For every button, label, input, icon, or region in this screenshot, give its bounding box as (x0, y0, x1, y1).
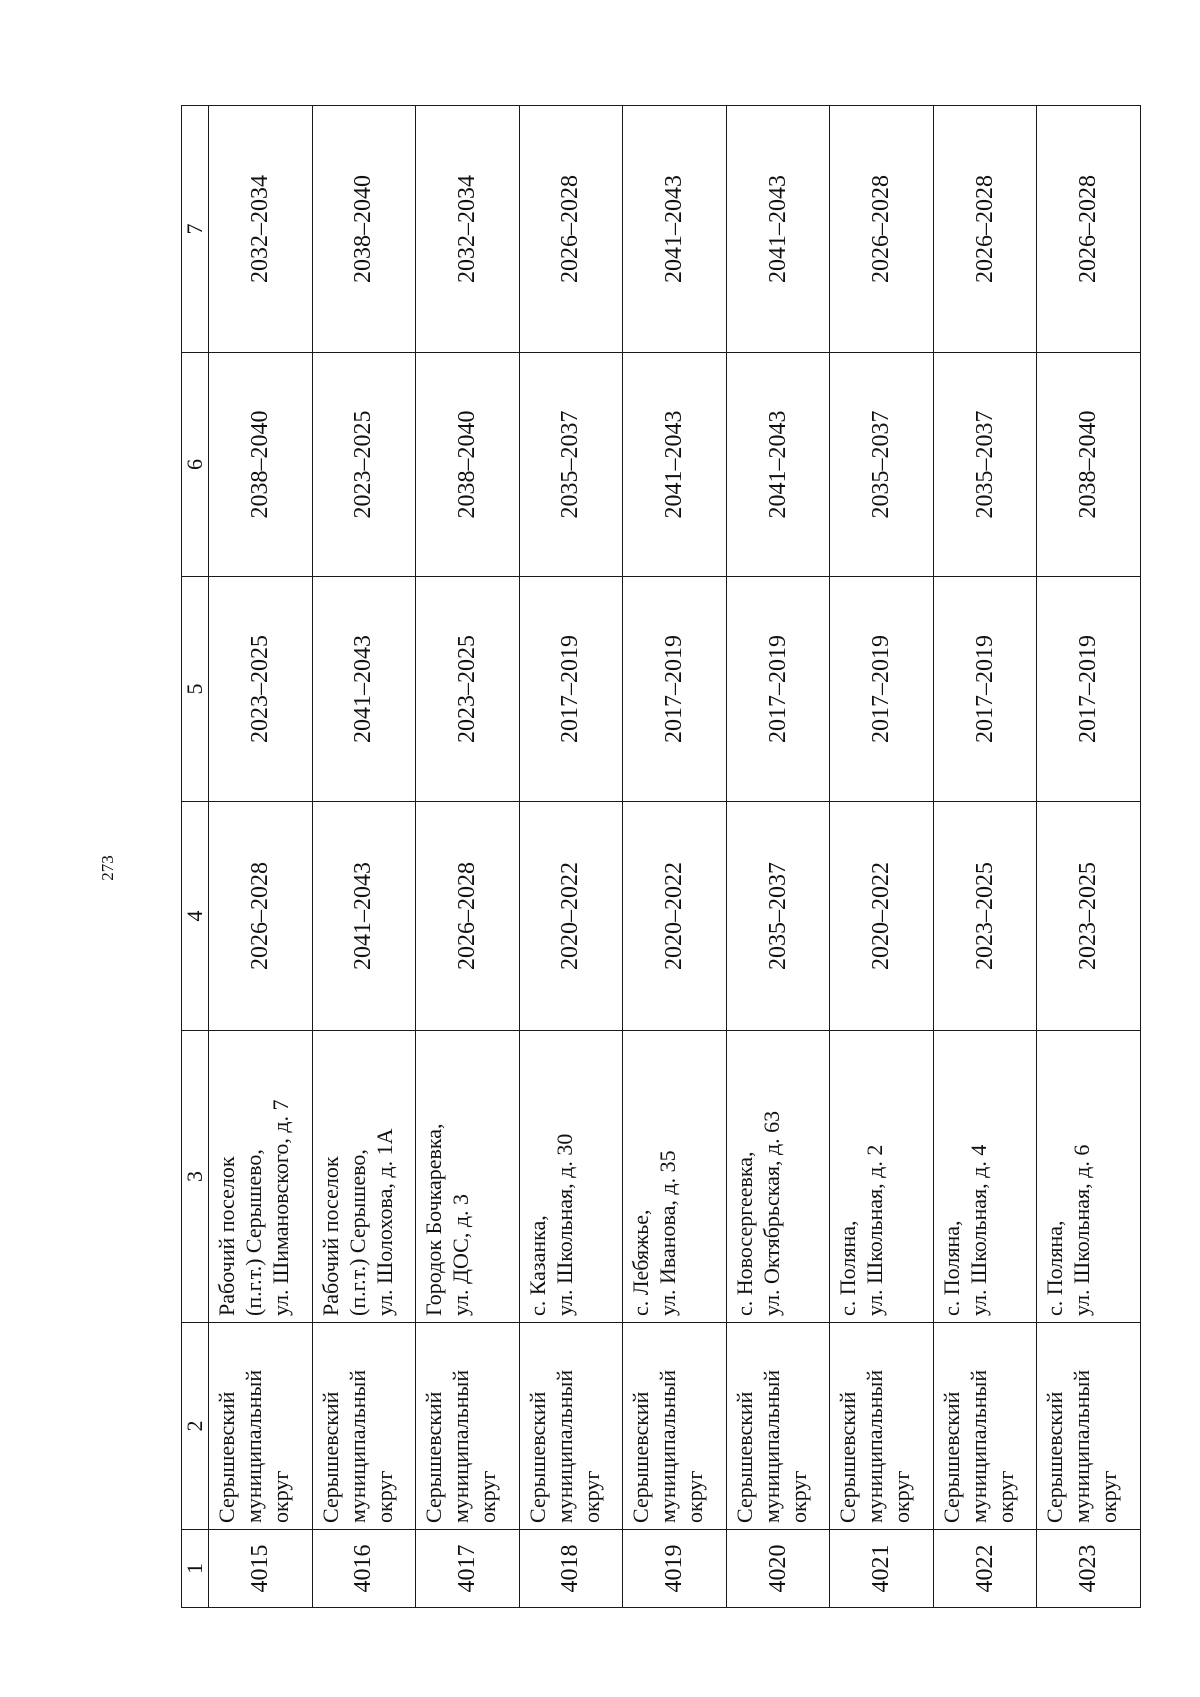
page-number: 273 (98, 855, 117, 881)
period-col4: 2026–2028 (416, 802, 520, 1031)
period-col5: 2017–2019 (1037, 577, 1141, 802)
address-cell: с. Поляна, ул. Школьная, д. 4 (933, 1031, 1037, 1323)
column-header-2: 2 (182, 1323, 209, 1530)
period-col6: 2035–2037 (519, 353, 623, 577)
period-col5: 2017–2019 (519, 577, 623, 802)
period-col4: 2023–2025 (933, 802, 1037, 1031)
address-cell: Рабочий поселок (п.г.т.) Серышево, ул. Шимановского, д. 7 (209, 1031, 313, 1323)
address-cell: с. Поляна, ул. Школьная, д. 6 (1037, 1031, 1141, 1323)
district-cell: Серышевский муниципальный округ (933, 1323, 1037, 1530)
period-col4: 2020–2022 (830, 802, 934, 1031)
header-row (182, 106, 209, 1608)
period-col6: 2038–2040 (416, 353, 520, 577)
table-stage (181, 106, 1141, 1608)
period-col5: 2023–2025 (416, 577, 520, 802)
period-col5: 2023–2025 (209, 577, 313, 802)
address-cell: с. Поляна, ул. Школьная, д. 2 (830, 1031, 934, 1323)
row-id: 4023 (1037, 1530, 1141, 1608)
table-row (1037, 106, 1141, 1608)
period-col5: 2041–2043 (312, 577, 416, 802)
period-col6: 2041–2043 (726, 353, 830, 577)
column-header-1: 1 (182, 1530, 209, 1608)
period-col5: 2017–2019 (726, 577, 830, 802)
period-col6: 2038–2040 (1037, 353, 1141, 577)
period-col7: 2041–2043 (623, 106, 727, 353)
period-col4: 2020–2022 (623, 802, 727, 1031)
schedule-table (181, 105, 1141, 1608)
period-col6: 2035–2037 (933, 353, 1037, 577)
address-cell: с. Новосергеевка, ул. Октябрьская, д. 63 (726, 1031, 830, 1323)
period-col5: 2017–2019 (623, 577, 727, 802)
address-cell: с. Казанка, ул. Школьная, д. 30 (519, 1031, 623, 1323)
row-id: 4022 (933, 1530, 1037, 1608)
table-row (933, 106, 1037, 1608)
period-col6: 2038–2040 (209, 353, 313, 577)
table-row (726, 106, 830, 1608)
period-col4: 2041–2043 (312, 802, 416, 1031)
table-row (519, 106, 623, 1608)
row-id: 4015 (209, 1530, 313, 1608)
period-col4: 2026–2028 (209, 802, 313, 1031)
district-cell: Серышевский муниципальный округ (519, 1323, 623, 1530)
district-cell: Серышевский муниципальный округ (209, 1323, 313, 1530)
table-row (830, 106, 934, 1608)
period-col7: 2026–2028 (1037, 106, 1141, 353)
period-col7: 2026–2028 (933, 106, 1037, 353)
address-cell: Рабочий поселок (п.г.т.) Серышево, ул. Шолохова, д. 1А (312, 1031, 416, 1323)
table-row (209, 106, 313, 1608)
period-col7: 2032–2034 (209, 106, 313, 353)
period-col5: 2017–2019 (830, 577, 934, 802)
column-header-7: 7 (182, 106, 209, 353)
district-cell: Серышевский муниципальный округ (416, 1323, 520, 1530)
row-id: 4017 (416, 1530, 520, 1608)
period-col6: 2041–2043 (623, 353, 727, 577)
period-col6: 2023–2025 (312, 353, 416, 577)
period-col4: 2020–2022 (519, 802, 623, 1031)
period-col5: 2017–2019 (933, 577, 1037, 802)
column-header-3: 3 (182, 1031, 209, 1323)
period-col7: 2026–2028 (830, 106, 934, 353)
row-id: 4019 (623, 1530, 727, 1608)
address-cell: Городок Бочкаревка, ул. ДОС, д. 3 (416, 1031, 520, 1323)
period-col4: 2023–2025 (1037, 802, 1141, 1031)
period-col7: 2032–2034 (416, 106, 520, 353)
period-col6: 2035–2037 (830, 353, 934, 577)
column-header-5: 5 (182, 577, 209, 802)
period-col4: 2035–2037 (726, 802, 830, 1031)
row-id: 4016 (312, 1530, 416, 1608)
row-id: 4021 (830, 1530, 934, 1608)
column-header-4: 4 (182, 802, 209, 1031)
column-header-6: 6 (182, 353, 209, 577)
period-col7: 2041–2043 (726, 106, 830, 353)
row-id: 4020 (726, 1530, 830, 1608)
district-cell: Серышевский муниципальный округ (830, 1323, 934, 1530)
district-cell: Серышевский муниципальный округ (312, 1323, 416, 1530)
row-id: 4018 (519, 1530, 623, 1608)
table-row (312, 106, 416, 1608)
address-cell: с. Лебяжье, ул. Иванова, д. 35 (623, 1031, 727, 1323)
period-col7: 2038–2040 (312, 106, 416, 353)
district-cell: Серышевский муниципальный округ (623, 1323, 727, 1530)
period-col7: 2026–2028 (519, 106, 623, 353)
rotated-table (181, 106, 1141, 1608)
table-row (623, 106, 727, 1608)
district-cell: Серышевский муниципальный округ (726, 1323, 830, 1530)
table-row (416, 106, 520, 1608)
district-cell: Серышевский муниципальный округ (1037, 1323, 1141, 1530)
